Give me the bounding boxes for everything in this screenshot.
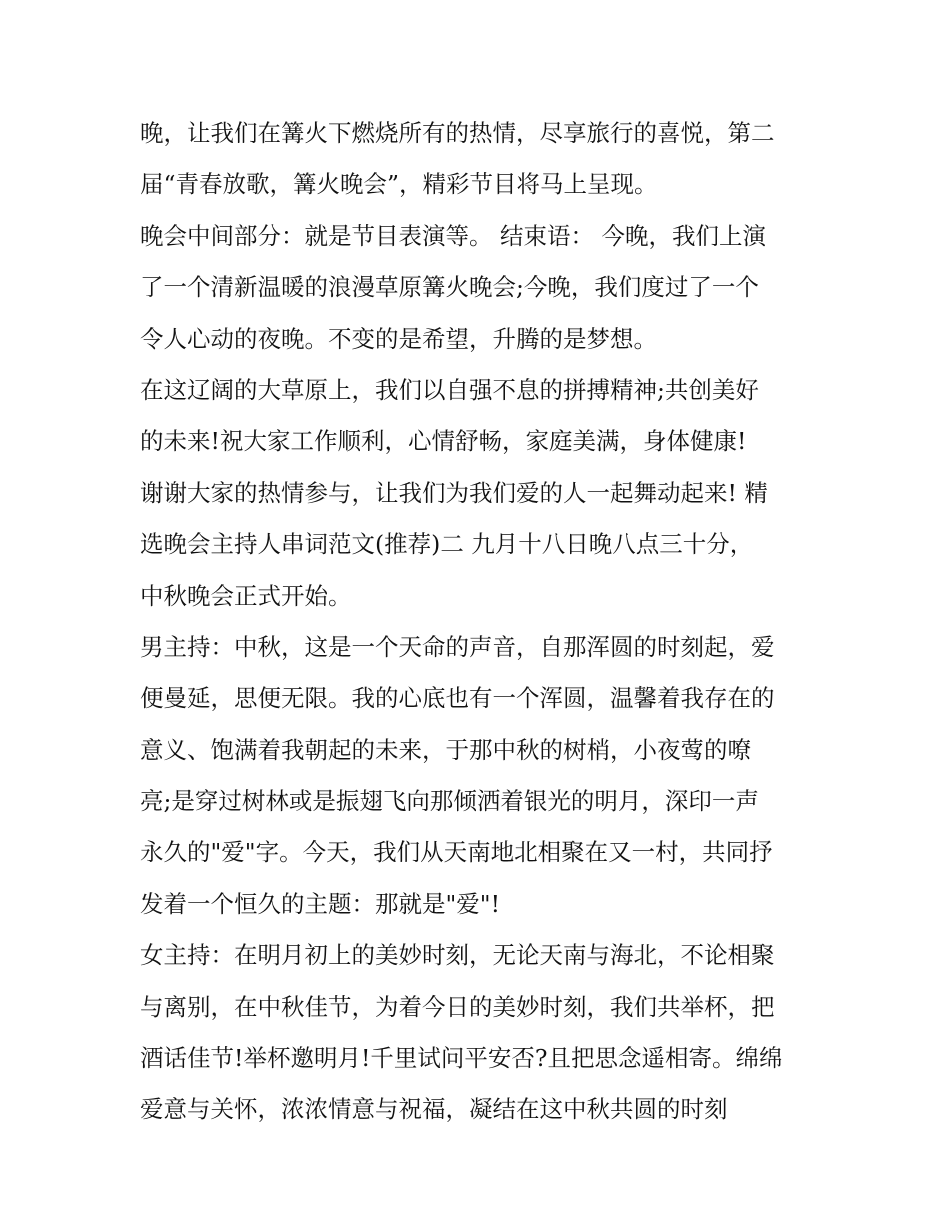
- text-line: 便曼延，思便无限。我的心底也有一个浑圆，温馨着我存在的: [140, 684, 775, 713]
- text-line: 令人心动的夜晚。不变的是希望，升腾的是梦想。: [140, 324, 657, 353]
- text-line: 爱意与关怀，浓浓情意与祝福，凝结在这中秋共圆的时刻: [140, 1095, 728, 1124]
- text-line: 晚，让我们在篝火下燃烧所有的热情，尽享旅行的喜悦，第二: [140, 119, 775, 147]
- text-line: 中秋晚会正式开始。: [140, 581, 352, 610]
- text-line: 发着一个恒久的主题：那就是"爱"!: [140, 889, 501, 918]
- text-line: 永久的"爱"字。今天，我们从天南地北相聚在又一村，共同抒: [140, 838, 773, 867]
- text-line: 届“青春放歌，篝火晚会”，精彩节目将马上呈现。: [140, 170, 658, 199]
- text-line: 女主持：在明月初上的美妙时刻，无论天南与海北，不论相聚: [140, 941, 775, 970]
- text-line: 酒话佳节!举杯邀明月!千里试问平安否?且把思念遥相寄。绵绵: [140, 1044, 783, 1073]
- text-line: 谢谢大家的热情参与，让我们为我们爱的人一起舞动起来! 精: [140, 478, 768, 507]
- text-line: 亮;是穿过树林或是振翅飞向那倾洒着银光的明月，深印一声: [140, 787, 759, 816]
- text-line: 意义、饱满着我朝起的未来，于那中秋的树梢，小夜莺的嘹: [140, 735, 751, 764]
- text-line: 与离别，在中秋佳节，为着今日的美妙时刻，我们共举杯，把: [140, 992, 775, 1021]
- text-line: 男主持：中秋，这是一个天命的声音，自那浑圆的时刻起，爱: [140, 632, 775, 661]
- text-line: 晚会中间部分：就是节目表演等。 结束语： 今晚，我们上演: [140, 221, 766, 250]
- text-line: 选晚会主持人串词范文(推荐)二 九月十八日晚八点三十分，: [140, 530, 754, 559]
- document-body: [140, 108, 820, 1136]
- text-line: 了一个清新温暖的浪漫草原篝火晚会;今晚，我们度过了一个: [140, 273, 759, 302]
- text-line: 在这辽阔的大草原上，我们以自强不息的拼搏精神;共创美好: [140, 375, 759, 404]
- text-line: 的未来!祝大家工作顺利，心情舒畅，家庭美满，身体健康!: [140, 427, 747, 456]
